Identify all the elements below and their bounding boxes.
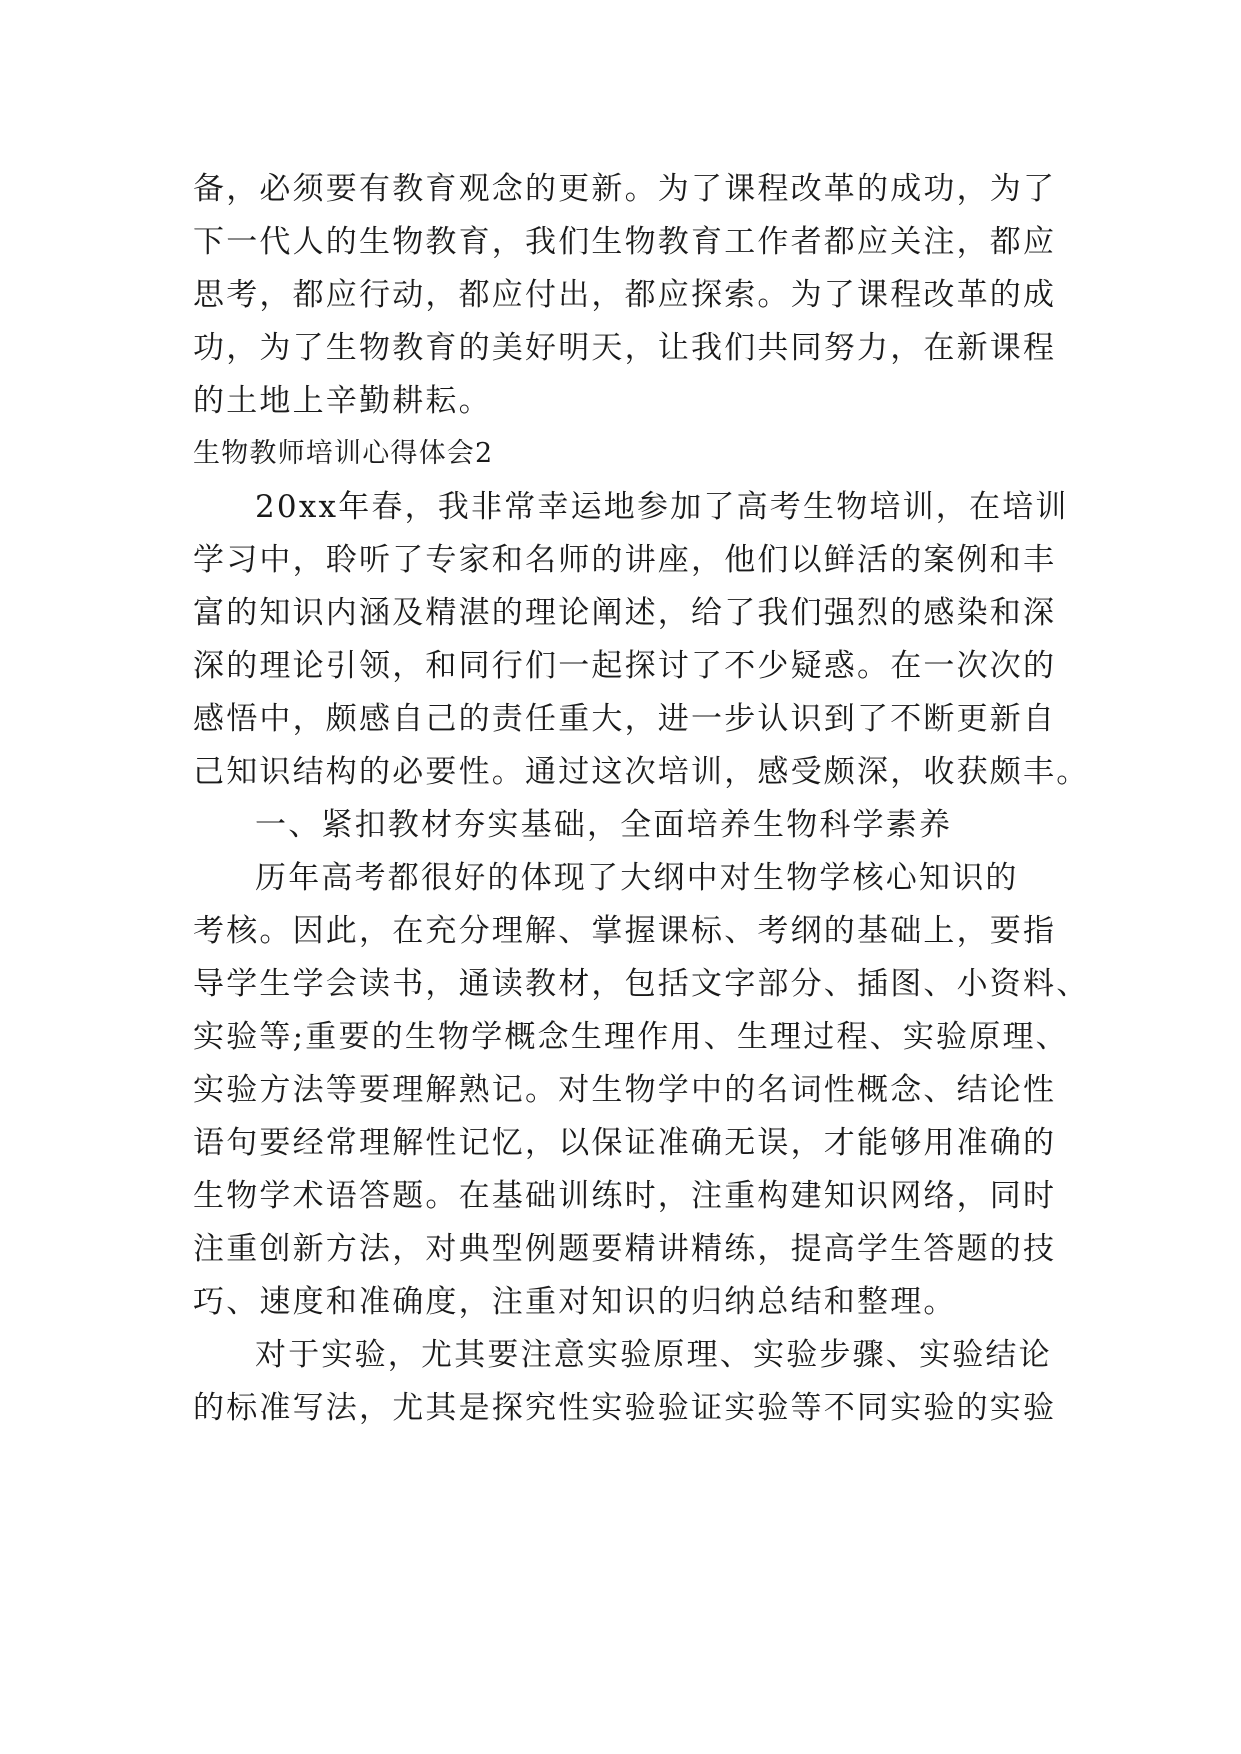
paragraph-line: 下一代人的生物教育，我们生物教育工作者都应关注，都应 [193, 224, 1057, 260]
paragraph-line: 导学生学会读书，通读教材，包括文字部分、插图、小资料、 [193, 966, 1090, 1002]
paragraph-line: 己知识结构的必要性。通过这次培训，感受颇深，收获颇丰。 [193, 754, 1090, 790]
paragraph-line: 巧、速度和准确度，注重对知识的归纳总结和整理。 [193, 1284, 957, 1320]
paragraph-line: 学习中，聆听了专家和名师的讲座，他们以鲜活的案例和丰 [193, 542, 1057, 578]
paragraph-line: 考核。因此，在充分理解、掌握课标、考纲的基础上，要指 [193, 913, 1057, 949]
paragraph-line: 生物学术语答题。在基础训练时，注重构建知识网络，同时 [193, 1178, 1057, 1214]
paragraph-line: 功，为了生物教育的美好明天，让我们共同努力，在新课程 [193, 330, 1057, 366]
paragraph-line: 历年高考都很好的体现了大纲中对生物学核心知识的 [255, 860, 1019, 896]
paragraph-line: 注重创新方法，对典型例题要精讲精练，提高学生答题的技 [193, 1231, 1057, 1267]
paragraph-line: 20xx年春，我非常幸运地参加了高考生物培训，在培训 [255, 489, 1069, 525]
paragraph-line: 深的理论引领，和同行们一起探讨了不少疑惑。在一次次的 [193, 648, 1057, 684]
paragraph-line: 实验方法等要理解熟记。对生物学中的名词性概念、结论性 [193, 1072, 1057, 1108]
paragraph-line: 实验等;重要的生物学概念生理作用、生理过程、实验原理、 [193, 1019, 1069, 1055]
subheading: 一、紧扣教材夯实基础，全面培养生物科学素养 [255, 807, 953, 843]
paragraph-line: 对于实验，尤其要注意实验原理、实验步骤、实验结论 [255, 1337, 1052, 1373]
paragraph-line: 的标准写法，尤其是探究性实验验证实验等不同实验的实验 [193, 1390, 1057, 1426]
paragraph-line: 感悟中，颇感自己的责任重大，进一步认识到了不断更新自 [193, 701, 1057, 737]
section-title: 生物教师培训心得体会2 [193, 438, 494, 469]
paragraph-line: 的土地上辛勤耕耘。 [193, 383, 492, 419]
paragraph-line: 备，必须要有教育观念的更新。为了课程改革的成功，为了 [193, 171, 1057, 207]
paragraph-line: 思考，都应行动，都应付出，都应探索。为了课程改革的成 [193, 277, 1057, 313]
paragraph-line: 富的知识内涵及精湛的理论阐述，给了我们强烈的感染和深 [193, 595, 1057, 631]
paragraph-line: 语句要经常理解性记忆，以保证准确无误，才能够用准确的 [193, 1125, 1057, 1161]
